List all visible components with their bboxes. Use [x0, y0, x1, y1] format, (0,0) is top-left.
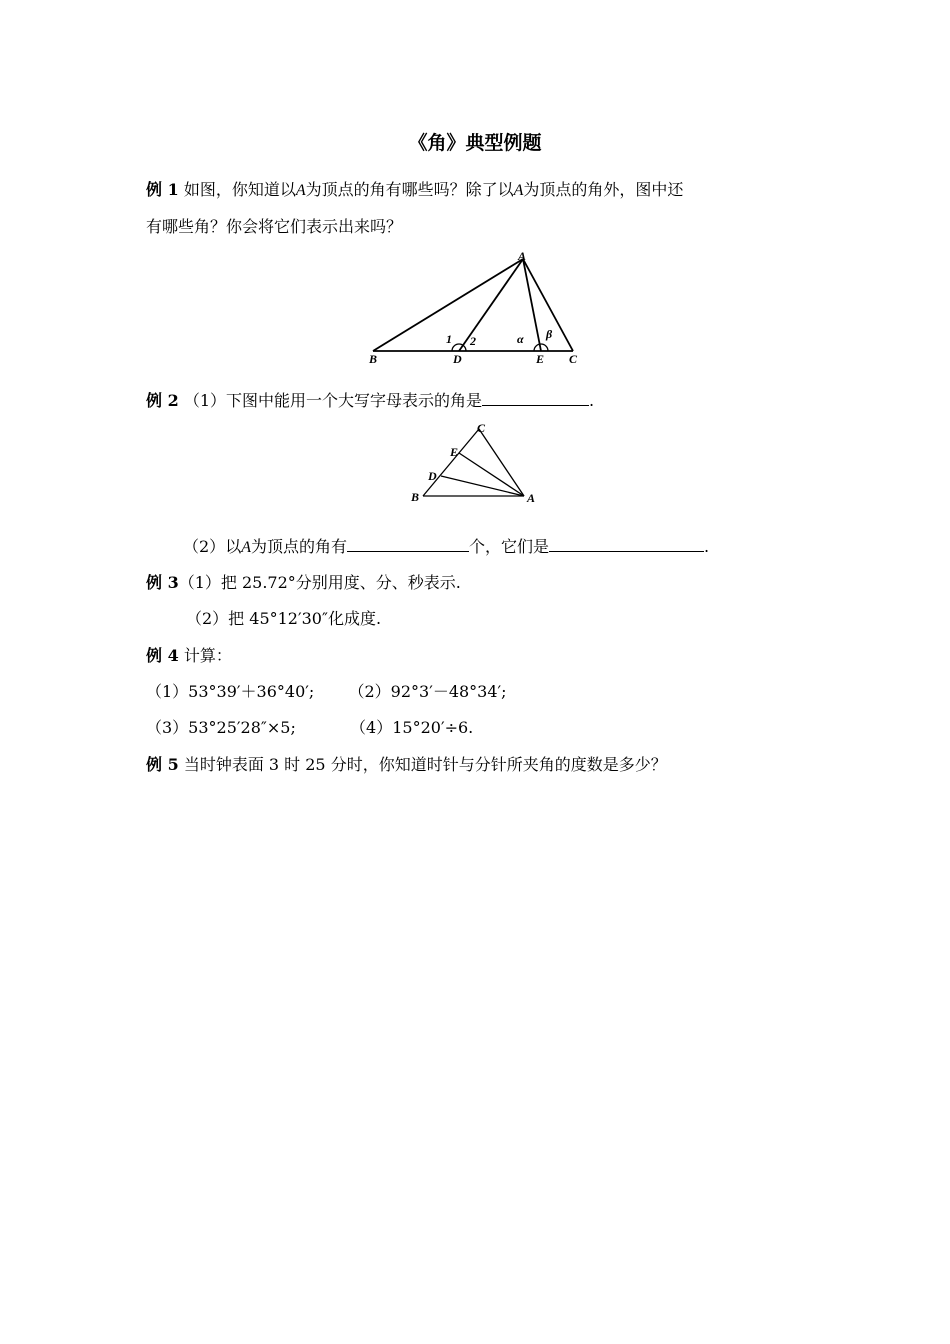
ex1-text-part2: 为顶点的角有哪些吗？除了以 [305, 180, 514, 199]
label-e: E [536, 352, 545, 366]
segment-ae [459, 453, 524, 496]
ex1-label: 例 1 [146, 180, 179, 199]
label-beta: β [546, 327, 553, 341]
ex4-q1: （1）53°39′＋36°40′; [146, 682, 315, 701]
label-c: C [569, 352, 578, 366]
ex3-question-2: （2）把 45°12′30″化成度. [186, 609, 382, 628]
label-d: D [453, 352, 462, 366]
ex2-figure [405, 418, 555, 510]
label-c: C [477, 421, 486, 435]
segment-bc [423, 429, 479, 496]
label-angle-2: 2 [470, 334, 476, 348]
ex2-q2-var: A [241, 539, 251, 556]
ex1-var-a2: A [513, 182, 524, 199]
label-a: A [527, 491, 536, 505]
ex2-q2-num: （2） [183, 537, 226, 556]
ex2-q2-count-blank[interactable] [347, 537, 469, 552]
ex4-q3: （3）53°25′28″×5; [146, 718, 296, 737]
segment-ad [441, 476, 524, 496]
ex1-text-part3: 为顶点的角外，图中还 [523, 180, 684, 199]
label-b: B [369, 352, 378, 366]
ex2-q2-mid: 为顶点的角有 [250, 537, 347, 556]
label-alpha: α [517, 332, 524, 346]
ex5-label: 例 5 [146, 755, 179, 774]
ex2-q1-answer-blank[interactable] [482, 391, 589, 406]
ex2-q2-mid2: 个，它们是 [469, 537, 550, 556]
label-a: A [518, 249, 527, 263]
ex1-question-line1 [146, 179, 683, 202]
ex5-question [146, 754, 667, 776]
ex1-var-a: A [295, 182, 306, 199]
ex2-label: 例 2 [146, 391, 179, 410]
ex2-q2-pre: 以 [225, 537, 242, 556]
ex1-figure [360, 245, 600, 370]
segment-ae [523, 259, 541, 351]
ex3-question-1 [146, 572, 461, 594]
ex3-label: 例 3 [146, 573, 179, 592]
ex4-label: 例 4 [146, 646, 179, 665]
label-angle-1: 1 [446, 332, 452, 346]
ex5-text: 当时钟表面 3 时 25 分时，你知道时针与分针所夹角的度数是多少？ [183, 755, 667, 774]
segment-ad [459, 259, 523, 351]
label-b: B [411, 490, 420, 504]
ex4-q2: （2）92°3′－48°34′; [348, 682, 507, 701]
ex2-q2-end: . [704, 537, 710, 556]
ex3-q1: （1）把 25.72°分别用度、分、秒表示. [178, 573, 461, 592]
ex4-intro: 计算： [183, 646, 232, 665]
ex4-q4: （4）15°20′÷6. [350, 718, 474, 737]
ex1-text-part1: 如图，你知道以 [183, 180, 296, 199]
ex4-intro-line [146, 645, 232, 667]
label-e: E [450, 445, 459, 459]
ex1-question-line2: 有哪些角？你会将它们表示出来吗？ [146, 217, 403, 236]
ex2-question-2 [183, 536, 709, 559]
page-title: 《角》典型例题 [408, 132, 542, 154]
ex4-row-2 [146, 717, 473, 739]
ex4-row-1 [146, 681, 507, 703]
segment-ac [479, 429, 524, 496]
ex2-q1-end: . [589, 391, 595, 410]
ex2-q2-angles-blank[interactable] [549, 537, 704, 552]
ex2-question-1 [146, 390, 594, 412]
ex2-q1-text: 下图中能用一个大写字母表示的角是 [226, 391, 483, 410]
ex2-q1-num: （1） [183, 391, 226, 410]
label-d: D [428, 469, 437, 483]
